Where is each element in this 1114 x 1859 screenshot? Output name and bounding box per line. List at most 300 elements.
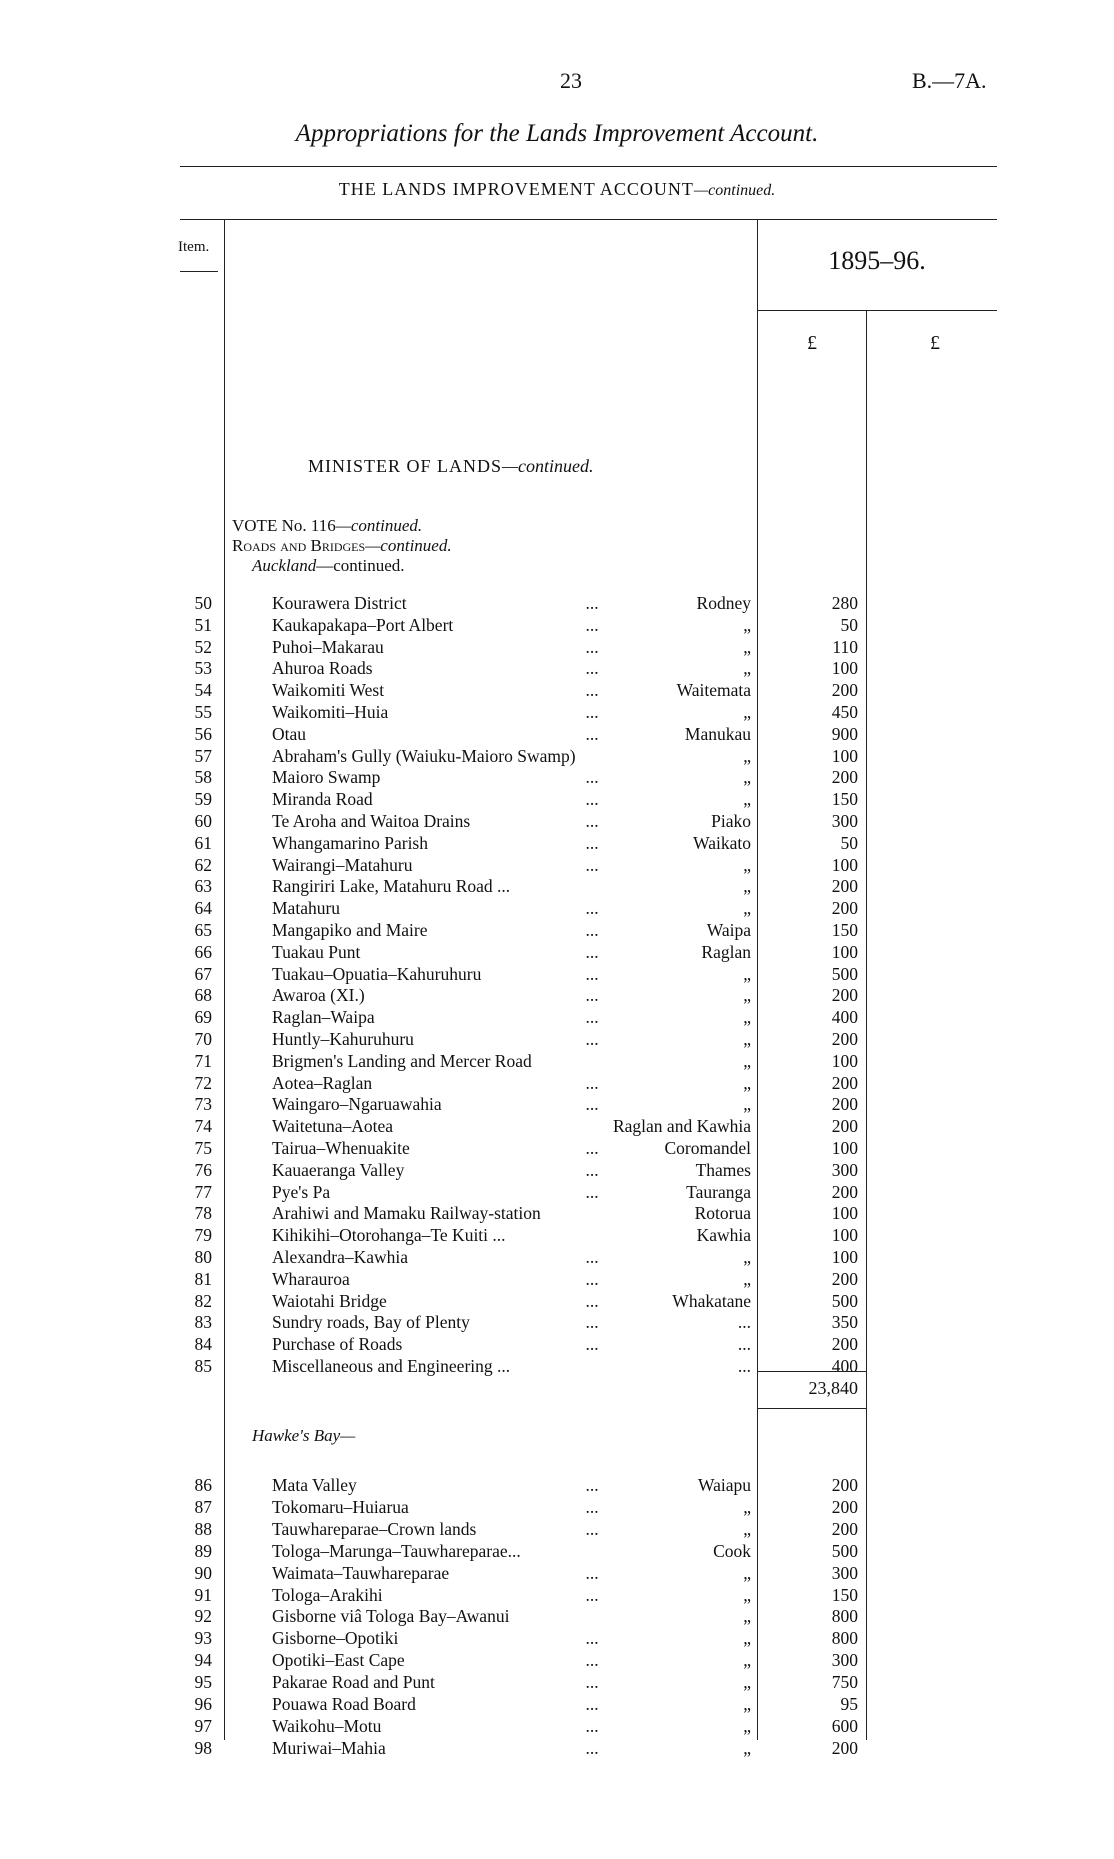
item-amount: 110 (832, 636, 858, 657)
item-amount: 100 (831, 854, 858, 875)
electoral-district: „ (743, 745, 751, 766)
item-column-header: Item. (178, 239, 210, 255)
table-row (0, 1028, 1114, 1050)
item-number: 98 (194, 1737, 212, 1758)
table-row (0, 788, 1114, 810)
electoral-district: „ (743, 985, 751, 1006)
leader-dots: ... (585, 1094, 599, 1115)
roads-bridges-line (232, 536, 452, 556)
table-row (0, 832, 1114, 854)
leader-dots: ... (585, 702, 599, 722)
electoral-district: „ (743, 854, 751, 875)
page-title: Appropriations for the Lands Improvement Account. (295, 120, 819, 147)
item-number: 94 (194, 1650, 212, 1671)
item-description: Brigmen's Landing and Mercer Road (272, 1050, 532, 1071)
electoral-district: ... (737, 1312, 751, 1333)
table-row (0, 919, 1114, 941)
item-description: Kihikihi–Otorohanga–Te Kuiti ... (272, 1225, 506, 1246)
vote-number: VOTE No. 116 (232, 516, 336, 535)
table-row (0, 810, 1114, 832)
electoral-district: „ (743, 702, 751, 722)
leader-dots: ... (585, 1650, 599, 1671)
item-description: Waimata–Tauwhareparae (272, 1562, 450, 1583)
electoral-district: „ (743, 1029, 751, 1049)
leader-dots: ... (585, 636, 599, 657)
electoral-district: „ (743, 1007, 751, 1028)
leader-dots: ... (585, 811, 599, 831)
item-description: Tologa–Arakihi (272, 1584, 383, 1605)
table-row (0, 1671, 1114, 1693)
item-amount: 400 (831, 1007, 858, 1028)
item-amount: 100 (831, 941, 858, 962)
leader-dots: ... (585, 1562, 599, 1583)
subtotal-rule (757, 1371, 866, 1372)
item-description: Pouawa Road Board (272, 1694, 416, 1714)
table-row (0, 1584, 1114, 1606)
electoral-district: Rodney (696, 593, 751, 613)
electoral-district: „ (743, 1247, 751, 1267)
item-number: 65 (194, 920, 212, 940)
leader-dots: ... (585, 593, 599, 613)
item-amount: 200 (831, 1268, 858, 1289)
electoral-district: „ (743, 1496, 751, 1517)
table-row (0, 1072, 1114, 1094)
electoral-district: Manukau (684, 723, 751, 744)
item-amount: 95 (840, 1694, 858, 1714)
table-row (0, 679, 1114, 701)
subtitle-rule (180, 219, 997, 220)
leader-dots: ... (585, 898, 599, 919)
table-row (0, 1715, 1114, 1737)
item-number: 93 (194, 1628, 212, 1649)
item-description: Wharauroa (272, 1268, 350, 1289)
item-description: Gisborne viâ Tologa Bay–Awanui (272, 1606, 510, 1627)
item-amount: 300 (831, 811, 858, 831)
item-description: Aotea–Raglan (272, 1072, 373, 1093)
item-amount: 200 (831, 1334, 858, 1355)
item-number: 77 (194, 1181, 212, 1202)
table-row (0, 1115, 1114, 1137)
item-number: 82 (194, 1290, 212, 1311)
pound-column-header-2: £ (930, 332, 940, 354)
leader-dots: ... (585, 963, 599, 984)
item-amount: 50 (840, 832, 858, 853)
auckland-continued: —continued. (316, 556, 405, 575)
item-description: Raglan–Waipa (272, 1007, 375, 1028)
item-number: 59 (194, 789, 212, 810)
electoral-district: „ (743, 1562, 751, 1583)
table-row (0, 745, 1114, 767)
item-number: 85 (194, 1356, 212, 1376)
item-amount: 200 (831, 1029, 858, 1049)
item-description: Kauaeranga Valley (272, 1159, 405, 1180)
item-amount: 100 (831, 1138, 858, 1158)
table-row (0, 1093, 1114, 1115)
auckland-total: 23,840 (808, 1378, 858, 1398)
leader-dots: ... (585, 1072, 599, 1093)
table-row (0, 1137, 1114, 1159)
electoral-district: Kawhia (696, 1225, 751, 1246)
item-description: Mata Valley (272, 1475, 357, 1495)
item-amount: 200 (831, 985, 858, 1006)
electoral-district: „ (743, 1650, 751, 1671)
year-header-rule (757, 310, 997, 311)
leader-dots: ... (585, 1334, 599, 1355)
leader-dots: ... (585, 1181, 599, 1202)
item-amount: 750 (831, 1672, 858, 1693)
leader-dots: ... (585, 1247, 599, 1267)
item-number: 83 (194, 1312, 212, 1333)
account-subtitle (0, 179, 1114, 200)
item-number: 80 (194, 1247, 212, 1267)
table-row (0, 701, 1114, 723)
item-description: Miscellaneous and Engineering ... (272, 1356, 511, 1376)
electoral-district: Rotorua (694, 1203, 751, 1224)
item-description: Mangapiko and Maire (272, 920, 428, 940)
leader-dots: ... (585, 920, 599, 940)
item-description: Tokomaru–Huiarua (272, 1496, 409, 1517)
page-number: 23 (560, 68, 582, 93)
item-description: Puhoi–Makarau (272, 636, 384, 657)
item-number: 97 (194, 1715, 212, 1736)
leader-dots: ... (585, 1312, 599, 1333)
roads-bridges-continued: —continued. (365, 536, 452, 555)
electoral-district: ... (737, 1356, 751, 1376)
item-amount: 500 (831, 1540, 858, 1561)
item-amount: 200 (831, 876, 858, 897)
item-description: Sundry roads, Bay of Plenty (272, 1312, 470, 1333)
leader-dots: ... (585, 1138, 599, 1158)
item-amount: 300 (831, 1562, 858, 1583)
item-number: 69 (194, 1007, 212, 1028)
leader-dots: ... (585, 1029, 599, 1049)
electoral-district: Raglan and Kawhia (612, 1116, 751, 1137)
item-number: 55 (194, 702, 212, 722)
item-amount: 150 (831, 920, 858, 940)
item-number: 68 (194, 985, 212, 1006)
item-number: 61 (194, 832, 212, 853)
leader-dots: ... (585, 723, 599, 744)
leader-dots: ... (585, 1737, 599, 1758)
electoral-district: Raglan (701, 941, 751, 962)
item-number: 51 (194, 614, 212, 635)
leader-dots: ... (585, 941, 599, 962)
item-amount: 500 (831, 1290, 858, 1311)
table-row (0, 1006, 1114, 1028)
item-amount: 200 (831, 898, 858, 919)
item-amount: 50 (840, 614, 858, 635)
item-amount: 100 (831, 745, 858, 766)
item-amount: 200 (831, 1181, 858, 1202)
item-header-underline (180, 271, 218, 272)
item-description: Tologa–Marunga–Tauwhareparae... (272, 1540, 521, 1561)
item-description: Arahiwi and Mamaku Railway-station (272, 1203, 541, 1224)
electoral-district: Waitemata (676, 680, 751, 701)
electoral-district: „ (743, 1606, 751, 1627)
item-number: 52 (194, 636, 212, 657)
table-row (0, 1246, 1114, 1268)
item-amount: 500 (831, 963, 858, 984)
item-number: 95 (194, 1672, 212, 1693)
item-number: 62 (194, 854, 212, 875)
table-row (0, 636, 1114, 658)
table-row (0, 1540, 1114, 1562)
item-number: 86 (194, 1475, 212, 1495)
table-row (0, 1333, 1114, 1355)
electoral-district: „ (743, 658, 751, 679)
item-amount: 100 (831, 1050, 858, 1071)
item-amount: 100 (831, 1203, 858, 1224)
table-row (0, 963, 1114, 985)
item-description: Te Aroha and Waitoa Drains (272, 811, 471, 831)
item-amount: 200 (831, 1116, 858, 1137)
electoral-district: ... (737, 1334, 751, 1355)
roads-bridges-label: Roads and Bridges (232, 536, 366, 555)
item-description: Waikomiti West (272, 680, 385, 701)
table-row (0, 1268, 1114, 1290)
electoral-district: „ (743, 963, 751, 984)
item-description: Awaroa (XI.) (272, 985, 365, 1006)
item-amount: 100 (831, 658, 858, 679)
item-amount: 200 (831, 1475, 858, 1495)
table-row (0, 1050, 1114, 1072)
electoral-district: Thames (695, 1159, 751, 1180)
table-row (0, 1605, 1114, 1627)
item-description: Tairua–Whenuakite (272, 1138, 410, 1158)
item-description: Waingaro–Ngaruawahia (272, 1094, 442, 1115)
item-number: 74 (194, 1116, 212, 1137)
electoral-district: „ (743, 1518, 751, 1539)
item-amount: 200 (831, 1518, 858, 1539)
electoral-district: Coromandel (664, 1138, 751, 1158)
item-number: 67 (194, 963, 212, 984)
electoral-district: Cook (713, 1540, 751, 1561)
year-column-header: 1895–96. (828, 246, 926, 275)
item-amount: 150 (831, 789, 858, 810)
item-number: 54 (194, 680, 212, 701)
subtitle-continued: —continued. (693, 182, 776, 199)
item-description: Wairangi–Matahuru (272, 854, 413, 875)
table-row (0, 1311, 1114, 1333)
leader-dots: ... (585, 985, 599, 1006)
table-row (0, 984, 1114, 1006)
item-description: Opotiki–East Cape (272, 1650, 405, 1671)
table-row (0, 1627, 1114, 1649)
table-row (0, 1562, 1114, 1584)
item-amount: 300 (831, 1650, 858, 1671)
item-amount: 100 (831, 1225, 858, 1246)
item-description: Muriwai–Mahia (272, 1737, 386, 1758)
item-number: 64 (194, 898, 212, 919)
leader-dots: ... (585, 1268, 599, 1289)
item-description: Miranda Road (272, 789, 373, 810)
item-description: Waikomiti–Huia (272, 702, 389, 722)
electoral-district: Tauranga (686, 1181, 751, 1202)
item-description: Otau (272, 723, 307, 744)
item-description: Whangamarino Parish (272, 832, 428, 853)
item-description: Kourawera District (272, 593, 407, 613)
leader-dots: ... (585, 767, 599, 788)
item-number: 91 (194, 1584, 212, 1605)
electoral-district: Waipa (706, 920, 751, 940)
vote-heading (232, 516, 452, 576)
table-row (0, 875, 1114, 897)
table-row (0, 1737, 1114, 1759)
item-number: 70 (194, 1029, 212, 1049)
item-number: 89 (194, 1540, 212, 1561)
item-amount: 900 (831, 723, 858, 744)
item-description: Kaukapakapa–Port Albert (272, 614, 454, 635)
item-description: Matahuru (272, 898, 341, 919)
item-number: 71 (194, 1050, 212, 1071)
leader-dots: ... (585, 1159, 599, 1180)
leader-dots: ... (585, 1475, 599, 1495)
item-amount: 200 (831, 1072, 858, 1093)
item-number: 88 (194, 1518, 212, 1539)
electoral-district: „ (743, 1094, 751, 1115)
table-row (0, 897, 1114, 919)
table-row (0, 614, 1114, 636)
total-rule (757, 1408, 866, 1409)
electoral-district: „ (743, 1628, 751, 1649)
item-description: Rangiriri Lake, Matahuru Road ... (272, 876, 511, 897)
auckland-label: Auckland (252, 556, 317, 575)
electoral-district: „ (743, 789, 751, 810)
electoral-district: „ (743, 1268, 751, 1289)
leader-dots: ... (585, 680, 599, 701)
item-description: Pye's Pa (272, 1181, 331, 1202)
hawkes-bay-heading: Hawke's Bay— (252, 1426, 356, 1445)
item-amount: 400 (831, 1356, 858, 1376)
item-description: Alexandra–Kawhia (272, 1247, 409, 1267)
item-number: 60 (194, 811, 212, 831)
item-description: Tuakau Punt (272, 941, 361, 962)
item-description: Waiotahi Bridge (272, 1290, 387, 1311)
table-row (0, 1474, 1114, 1496)
leader-dots: ... (585, 854, 599, 875)
table-row (0, 941, 1114, 963)
electoral-district: „ (743, 898, 751, 919)
item-amount: 200 (831, 1094, 858, 1115)
item-number: 87 (194, 1496, 212, 1517)
electoral-district: „ (743, 1672, 751, 1693)
item-description: Tuakau–Opuatia–Kahuruhuru (272, 963, 482, 984)
electoral-district: Waikato (693, 832, 751, 853)
leader-dots: ... (585, 1290, 599, 1311)
electoral-district: „ (743, 1072, 751, 1093)
item-number: 66 (194, 941, 212, 962)
title-rule (180, 166, 997, 167)
table-row (0, 1649, 1114, 1671)
item-amount: 450 (831, 702, 858, 722)
subtitle-main: THE LANDS IMPROVEMENT ACCOUNT (338, 179, 694, 199)
leader-dots: ... (585, 1584, 599, 1605)
leader-dots: ... (585, 1518, 599, 1539)
table-row (0, 723, 1114, 745)
electoral-district: Waiapu (697, 1475, 751, 1495)
table-row (0, 592, 1114, 614)
table-row (0, 1355, 1114, 1377)
item-number: 76 (194, 1159, 212, 1180)
leader-dots: ... (585, 1672, 599, 1693)
table-row (0, 1159, 1114, 1181)
leader-dots: ... (585, 1715, 599, 1736)
item-amount: 200 (831, 767, 858, 788)
item-amount: 200 (831, 680, 858, 701)
table-row (0, 766, 1114, 788)
item-description: Ahuroa Roads (272, 658, 373, 679)
item-amount: 800 (831, 1606, 858, 1627)
item-description: Tauwhareparae–Crown lands (272, 1518, 477, 1539)
table-row (0, 1290, 1114, 1312)
item-number: 73 (194, 1094, 212, 1115)
item-description: Waitetuna–Aotea (272, 1116, 394, 1137)
document-reference: B.—7A. (912, 68, 987, 93)
electoral-district: „ (743, 876, 751, 897)
leader-dots: ... (585, 832, 599, 853)
item-number: 84 (194, 1334, 212, 1355)
leader-dots: ... (585, 1628, 599, 1649)
leader-dots: ... (585, 789, 599, 810)
item-number: 78 (194, 1203, 212, 1224)
item-description: Huntly–Kahuruhuru (272, 1029, 414, 1049)
item-amount: 800 (831, 1628, 858, 1649)
item-description: Pakarae Road and Punt (272, 1672, 435, 1693)
leader-dots: ... (585, 658, 599, 679)
item-description: Gisborne–Opotiki (272, 1628, 399, 1649)
leader-dots: ... (585, 1007, 599, 1028)
item-number: 75 (194, 1138, 212, 1158)
item-number: 57 (194, 745, 212, 766)
table-row (0, 657, 1114, 679)
vote-continued: —continued. (335, 516, 423, 535)
item-number: 72 (194, 1072, 212, 1093)
item-number: 50 (194, 593, 212, 613)
electoral-district: „ (743, 767, 751, 788)
table-row (0, 1693, 1114, 1715)
table-row (0, 1181, 1114, 1203)
electoral-district: „ (743, 614, 751, 635)
electoral-district: „ (743, 1715, 751, 1736)
item-description: Maioro Swamp (272, 767, 381, 788)
item-number: 53 (194, 658, 212, 679)
leader-dots: ... (585, 1496, 599, 1517)
minister-main: MINISTER OF LANDS (308, 456, 503, 476)
electoral-district: „ (743, 636, 751, 657)
electoral-district: „ (743, 1050, 751, 1071)
electoral-district: „ (743, 1694, 751, 1714)
item-number: 81 (194, 1268, 212, 1289)
item-number: 58 (194, 767, 212, 788)
vote-line (232, 516, 452, 536)
electoral-district: Whakatane (672, 1290, 751, 1311)
item-number: 90 (194, 1562, 212, 1583)
table-row (0, 1202, 1114, 1224)
item-number: 96 (194, 1694, 212, 1714)
leader-dots: ... (585, 614, 599, 635)
electoral-district: Piako (711, 811, 751, 831)
minister-continued: —continued. (502, 456, 594, 476)
minister-heading (308, 456, 594, 477)
item-description: Waikohu–Motu (272, 1715, 382, 1736)
item-number: 63 (194, 876, 212, 897)
item-description: Abraham's Gully (Waiuku-Maioro Swamp) (272, 745, 576, 766)
item-amount: 150 (831, 1584, 858, 1605)
item-amount: 600 (831, 1715, 858, 1736)
item-number: 79 (194, 1225, 212, 1246)
leader-dots: ... (585, 1694, 599, 1714)
item-number: 56 (194, 723, 212, 744)
